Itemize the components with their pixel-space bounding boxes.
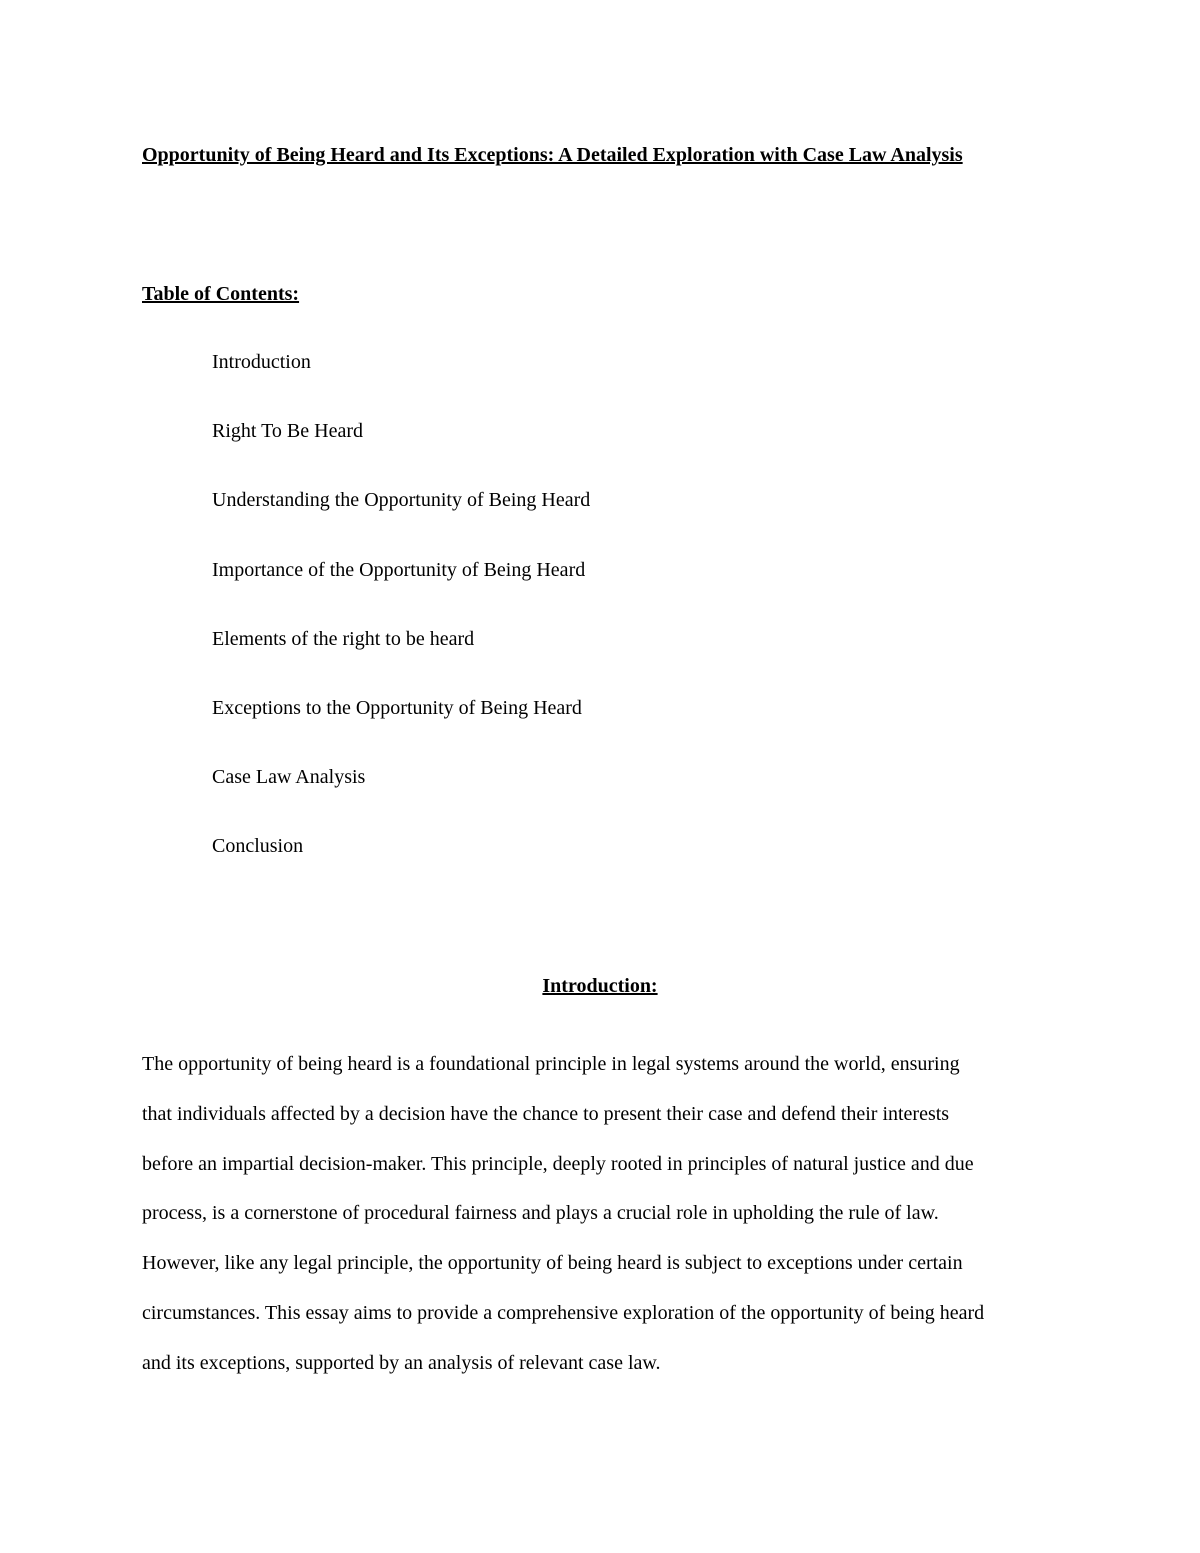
introduction-paragraph bbox=[142, 1040, 1062, 1389]
paragraph-line: However, like any legal principle, the opportunity of being heard is subject to exceptions under certain bbox=[142, 1252, 963, 1275]
paragraph-line: process, is a cornerstone of procedural fairness and plays a crucial role in upholding the rule of law. bbox=[142, 1202, 939, 1225]
toc-item-importance: Importance of the Opportunity of Being Heard bbox=[212, 558, 586, 581]
paragraph-line: and its exceptions, supported by an analysis of relevant case law. bbox=[142, 1351, 661, 1374]
toc-item-conclusion: Conclusion bbox=[212, 835, 304, 858]
toc-item-elements: Elements of the right to be heard bbox=[212, 627, 475, 650]
toc-item-exceptions: Exceptions to the Opportunity of Being Heard bbox=[212, 696, 582, 719]
toc-heading: Table of Contents: bbox=[142, 283, 300, 305]
paragraph-line: circumstances. This essay aims to provide a comprehensive exploration of the opportunity of being heard bbox=[142, 1301, 985, 1324]
toc-item-introduction: Introduction bbox=[212, 351, 311, 373]
introduction-heading: Introduction: bbox=[542, 975, 658, 997]
toc-list bbox=[212, 348, 590, 902]
toc-item-case-law: Case Law Analysis bbox=[212, 766, 366, 789]
paragraph-line: before an impartial decision-maker. This principle, deeply rooted in principles of natural justice and due bbox=[142, 1152, 974, 1175]
toc-item-understanding: Understanding the Opportunity of Being Heard bbox=[212, 489, 591, 512]
introduction-heading-row bbox=[0, 972, 1200, 1000]
document-title: Opportunity of Being Heard and Its Exceptions: A Detailed Exploration with Case Law Analysis bbox=[142, 144, 963, 166]
toc-item-right-to-be-heard: Right To Be Heard bbox=[212, 420, 363, 443]
paragraph-line: that individuals affected by a decision have the chance to present their case and defend their interests bbox=[142, 1102, 950, 1125]
paragraph-line: The opportunity of being heard is a foundational principle in legal systems around the world, ensuring bbox=[142, 1053, 960, 1075]
